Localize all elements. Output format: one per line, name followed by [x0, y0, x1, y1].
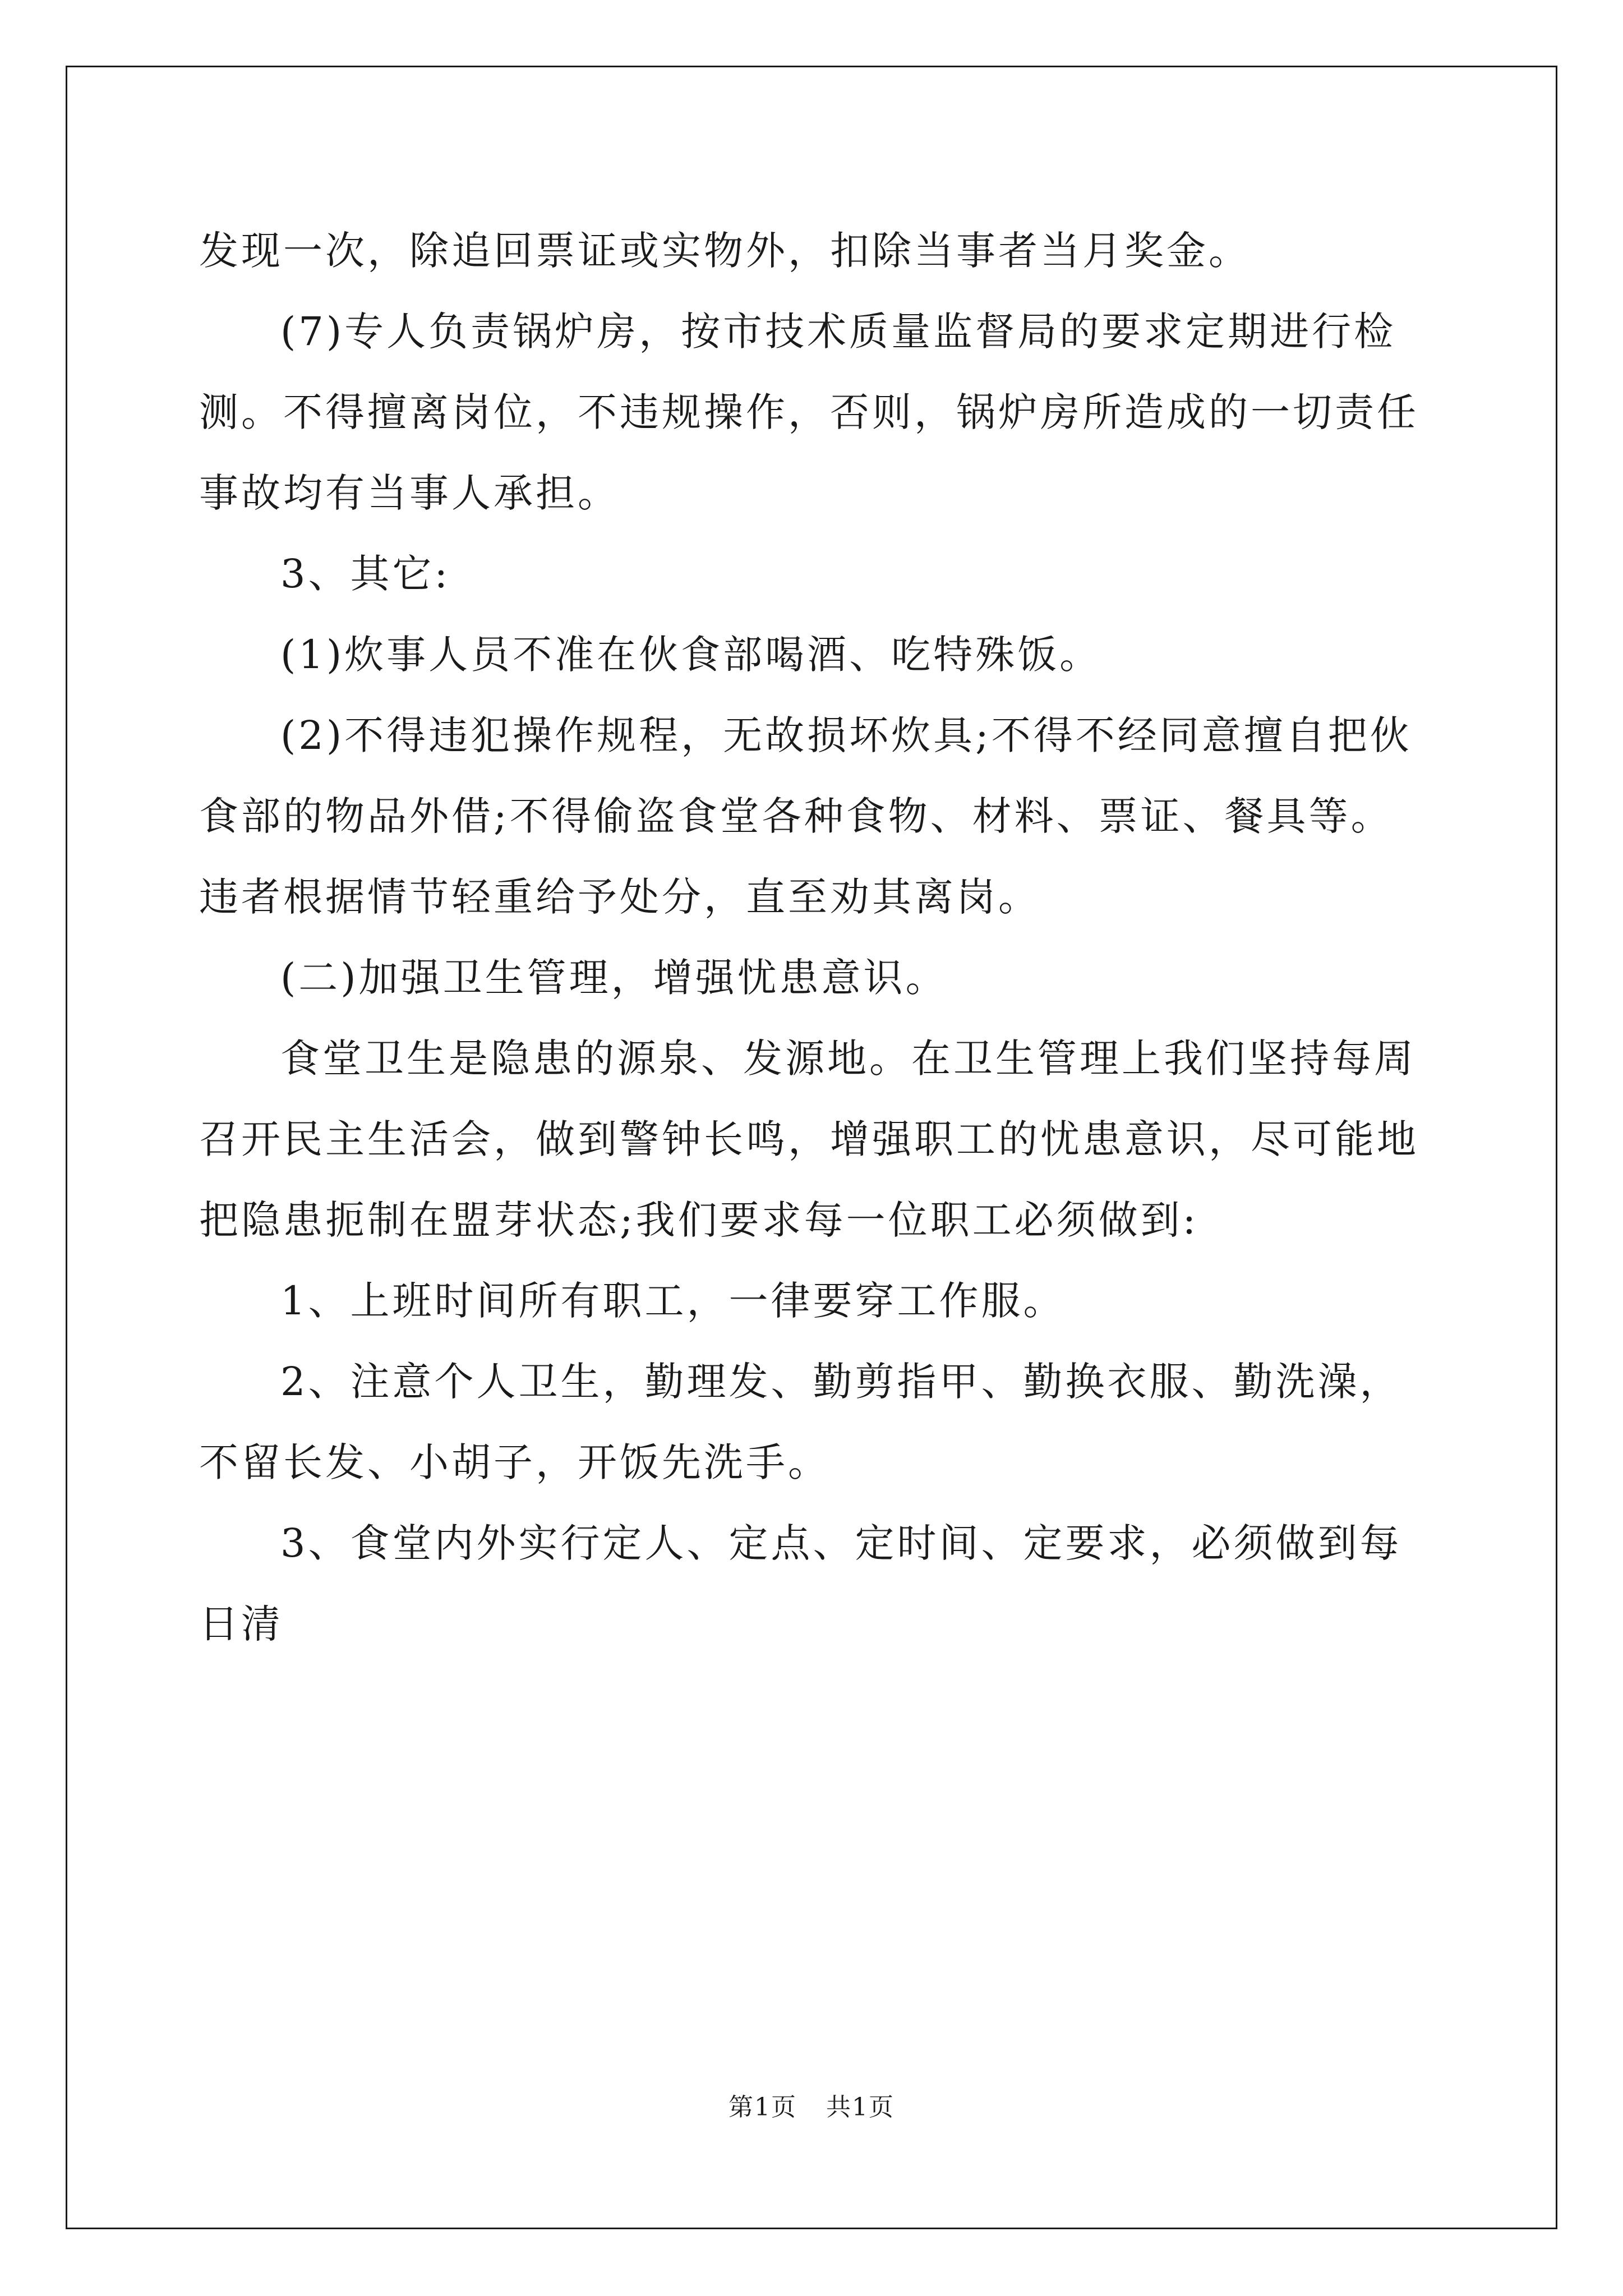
paragraph-8: 1、上班时间所有职工，一律要穿工作服。 — [280, 1278, 1066, 1324]
page-total: 共1页 — [826, 2093, 895, 2122]
page-footer — [0, 2087, 1623, 2123]
document-body — [199, 210, 1433, 1664]
paragraph-9: 2、注意个人卫生，勤理发、勤剪指甲、勤换衣服、勤洗澡，不留长发、小胡子，开饭先洗手。 — [199, 1359, 1402, 1485]
paragraph-3: 3、其它: — [280, 551, 451, 597]
paragraph-5: (2)不得违犯操作规程，无故损坏炊具;不得不经同意擅自把伙食部的物品外借;不得偷盗食堂各种食物、材料、票证、餐具等。违者根据情节轻重给予处分，直至劝其离岗。 — [199, 712, 1412, 920]
paragraph-10: 3、食堂内外实行定人、定点、定时间、定要求，必须做到每日清 — [199, 1520, 1402, 1647]
paragraph-6: (二)加强卫生管理，增强忧患意识。 — [280, 955, 948, 1001]
paragraph-1: 发现一次，除追回票证或实物外，扣除当事者当月奖金。 — [199, 228, 1251, 274]
paragraph-2: (7)专人负责锅炉房，按市技术质量监督局的要求定期进行检测。不得擅离岗位，不违规操作，否则，锅炉房所造成的一切责任事故均有当事人承担。 — [199, 309, 1419, 516]
paragraph-4: (1)炊事人员不准在伙食部喝酒、吃特殊饭。 — [280, 632, 1102, 678]
paragraph-7: 食堂卫生是隐患的源泉、发源地。在卫生管理上我们坚持每周召开民主生活会，做到警钟长鸣，增强职工的忧患意识，尽可能地把隐患扼制在盟芽状态;我们要求每一位职工必须做到: — [199, 1036, 1419, 1243]
page-number: 第1页 — [728, 2093, 797, 2122]
